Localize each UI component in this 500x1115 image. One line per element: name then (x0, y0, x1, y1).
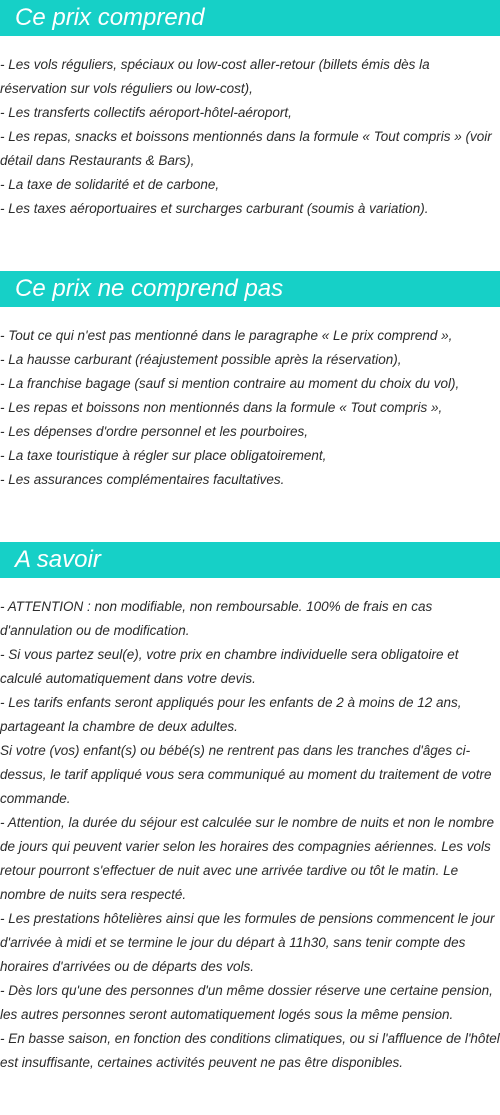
list-item: - La franchise bagage (sauf si mention contraire au moment du choix du vol), (0, 376, 460, 391)
list-item: - ATTENTION : non modifiable, non remboursable. 100% de frais en cas d'annulation ou de modification. (0, 599, 433, 638)
list-item: - Les repas, snacks et boissons mentionnés dans la formule « Tout compris » (voir détail dans Restaurants & Bars), (0, 129, 492, 168)
list-item: - Tout ce qui n'est pas mentionné dans le paragraphe « Le prix comprend », (0, 328, 453, 343)
section-title-good-to-know: A savoir (0, 542, 500, 578)
list-item: - La taxe de solidarité et de carbone, (0, 177, 220, 192)
list-item: Si votre (vos) enfant(s) ou bébé(s) ne rentrent pas dans les tranches d'âges ci-dessus, le tarif appliqué vous sera communiqué au moment du traitement de votre commande. (0, 743, 492, 806)
list-item: - Les vols réguliers, spéciaux ou low-cost aller-retour (billets émis dès la réservation sur vols réguliers ou low-cost), (0, 57, 430, 96)
list-item: - Les assurances complémentaires facultatives. (0, 472, 285, 487)
list-item: - Les dépenses d'ordre personnel et les pourboires, (0, 424, 309, 439)
price-includes-list (0, 53, 500, 221)
list-item: - Attention, la durée du séjour est calculée sur le nombre de nuits et non le nombre de jours qui peuvent varier selon les horaires des compagnies aériennes. Les vols retour pourront s'effectuer de nuit avec une arrivée tardive ou tôt le matin. Le nombre de nuits sera respecté. (0, 815, 495, 902)
price-excludes-list (0, 324, 500, 492)
list-item: - Les transferts collectifs aéroport-hôtel-aéroport, (0, 105, 292, 120)
list-item: - Dès lors qu'une des personnes d'un même dossier réserve une certaine pension, les autres personnes seront automatiquement logés sous la même pension. (0, 983, 493, 1022)
list-item: - Les tarifs enfants seront appliqués pour les enfants de 2 à moins de 12 ans, partageant la chambre de deux adultes. (0, 695, 462, 734)
section-title-price-excludes: Ce prix ne comprend pas (0, 271, 500, 307)
section-title-price-includes: Ce prix comprend (0, 0, 500, 36)
list-item: - La hausse carburant (réajustement possible après la réservation), (0, 352, 402, 367)
list-item: - La taxe touristique à régler sur place obligatoirement, (0, 448, 327, 463)
list-item: - Les taxes aéroportuaires et surcharges carburant (soumis à variation). (0, 201, 429, 216)
list-item: - Les repas et boissons non mentionnés dans la formule « Tout compris », (0, 400, 443, 415)
good-to-know-list (0, 595, 500, 1075)
list-item: - En basse saison, en fonction des conditions climatiques, ou si l'affluence de l'hôtel est insuffisante, certaines activités peuvent ne pas être disponibles. (0, 1031, 500, 1070)
list-item: - Les prestations hôtelières ainsi que les formules de pensions commencent le jour d'arrivée à midi et se termine le jour du départ à 11h30, sans tenir compte des horaires d'arrivées ou de départs des vols. (0, 911, 495, 974)
list-item: - Si vous partez seul(e), votre prix en chambre individuelle sera obligatoire et calculé automatiquement dans votre devis. (0, 647, 459, 686)
